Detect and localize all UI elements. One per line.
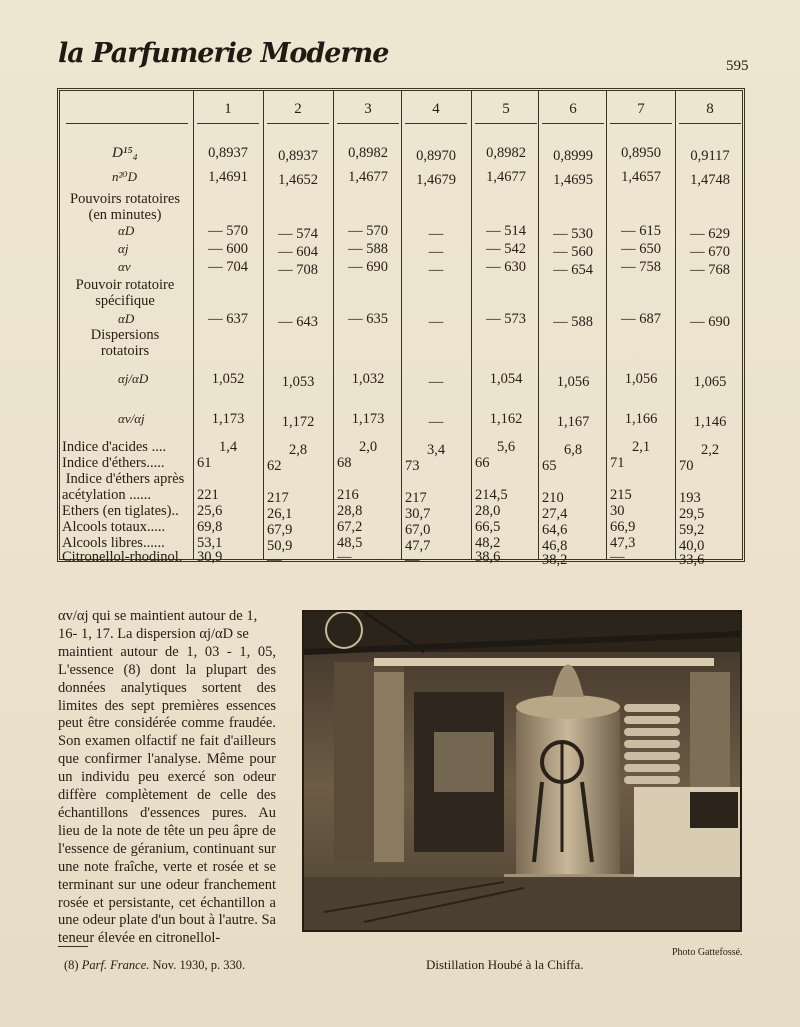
- table-cell: 3,4: [426, 442, 446, 458]
- table-cell: 26,1: [267, 506, 293, 522]
- table-cell: 27,4: [542, 506, 568, 522]
- table-cell: 38,2: [542, 552, 568, 568]
- table-cell: 47,3: [610, 535, 636, 551]
- table-cell: 67,0: [405, 522, 431, 538]
- column-header-2: 2: [294, 101, 302, 117]
- table-cell: —: [428, 414, 444, 430]
- column-header-5: 5: [502, 101, 510, 117]
- table-cell: 66,5: [475, 519, 501, 535]
- table-cell: 62: [267, 458, 282, 474]
- header-rule: [610, 123, 672, 124]
- table-cell: —: [267, 552, 282, 568]
- table-cell: —: [610, 549, 625, 565]
- table-cell: 47,7: [405, 538, 431, 554]
- table-cell: 0,8982: [348, 145, 388, 161]
- table-cell: 66,9: [610, 519, 636, 535]
- column-separator: [263, 91, 264, 559]
- table-cell: 1,065: [693, 374, 727, 390]
- table-cell: 210: [542, 490, 564, 506]
- table-cell: 0,8937: [278, 148, 318, 164]
- table-cell: 1,4679: [416, 172, 456, 188]
- footnote-detail: Nov. 1930, p. 330.: [152, 958, 246, 972]
- table-cell: 1,166: [624, 411, 658, 427]
- table-cell: —: [428, 226, 444, 242]
- table-cell: 0,8970: [416, 148, 456, 164]
- photo-caption: Distillation Houbé à la Chiffa.: [426, 957, 584, 972]
- table-cell: — 574: [278, 226, 318, 242]
- table-cell: —: [428, 244, 444, 260]
- table-cell: — 570: [348, 223, 388, 239]
- table-cell: 216: [337, 487, 359, 503]
- row-label: (en minutes): [88, 207, 162, 223]
- masthead: la Parfumerie Moderne: [58, 38, 389, 69]
- table-cell: 215: [610, 487, 632, 503]
- header-rule: [267, 123, 329, 124]
- distillation-photo: [302, 610, 742, 932]
- table-cell: — 758: [621, 259, 661, 275]
- body-line-1: αv/αj qui se maintient autour de 1,: [58, 608, 258, 624]
- table-cell: 67,9: [267, 522, 293, 538]
- header-rule: [405, 123, 467, 124]
- table-cell: — 573: [486, 311, 526, 327]
- footnote-journal: Parf. France.: [81, 958, 150, 972]
- table-cell: —: [428, 374, 444, 390]
- table-cell: 214,5: [475, 487, 508, 503]
- row-label: Ethers (en tiglates)..: [62, 503, 179, 519]
- table-cell: 70: [679, 458, 694, 474]
- row-label: Alcools totaux.....: [62, 519, 166, 535]
- photo-credit: Photo Gattefossé.: [672, 947, 743, 958]
- page-number: 595: [726, 58, 749, 74]
- table-cell: 2,2: [700, 442, 720, 458]
- table-cell: 38,6: [475, 549, 501, 565]
- table-cell: 1,052: [211, 371, 245, 387]
- row-label: Indice d'acides ....: [62, 439, 167, 455]
- table-cell: 67,2: [337, 519, 363, 535]
- row-symbol: αv: [118, 259, 131, 274]
- table-cell: 46,8: [542, 538, 568, 554]
- row-label: spécifique: [95, 293, 155, 309]
- table-cell: 30: [610, 503, 625, 519]
- table-cell: 217: [267, 490, 289, 506]
- table-cell: 50,9: [267, 538, 293, 554]
- row-symbol: αj/αD: [118, 371, 149, 386]
- table-cell: 30,7: [405, 506, 431, 522]
- table-cell: 1,4695: [553, 172, 593, 188]
- header-rule: [679, 123, 741, 124]
- row-symbol: αD: [118, 223, 135, 238]
- table-cell: —: [405, 552, 420, 568]
- table-cell: — 615: [621, 223, 661, 239]
- table-cell: 1,4748: [690, 172, 730, 188]
- table-cell: 221: [197, 487, 219, 503]
- table-cell: 33,6: [679, 552, 705, 568]
- table-cell: — 704: [208, 259, 248, 275]
- column-header-7: 7: [637, 101, 645, 117]
- row-label: Pouvoirs rotatoires: [70, 191, 180, 207]
- table-cell: 73: [405, 458, 420, 474]
- column-header-8: 8: [706, 101, 714, 117]
- table-cell: — 630: [486, 259, 526, 275]
- header-rule: [66, 123, 188, 124]
- table-cell: 1,056: [624, 371, 658, 387]
- table-cell: 61: [197, 455, 212, 471]
- column-separator: [606, 91, 607, 559]
- header-rule: [542, 123, 604, 124]
- table-cell: 1,4677: [486, 169, 526, 185]
- body-text: [58, 608, 276, 948]
- table-cell: 0,8982: [486, 145, 526, 161]
- table-cell: 1,4657: [621, 169, 661, 185]
- table-cell: 66: [475, 455, 490, 471]
- table-cell: 64,6: [542, 522, 568, 538]
- table-cell: 48,2: [475, 535, 501, 551]
- table-cell: 1,056: [556, 374, 590, 390]
- table-cell: 2,0: [358, 439, 378, 455]
- table-cell: 6,8: [563, 442, 583, 458]
- table-cell: — 530: [553, 226, 593, 242]
- table-cell: 1,4652: [278, 172, 318, 188]
- table-cell: 217: [405, 490, 427, 506]
- table-cell: 30,9: [197, 549, 223, 565]
- table-cell: — 514: [486, 223, 526, 239]
- row-label: rotatoirs: [100, 343, 150, 359]
- column-header-4: 4: [432, 101, 440, 117]
- table-cell: 0,8999: [553, 148, 593, 164]
- table-cell: — 708: [278, 262, 318, 278]
- table-cell: — 600: [208, 241, 248, 257]
- table-cell: 193: [679, 490, 701, 506]
- header-rule: [475, 123, 537, 124]
- table-cell: — 637: [208, 311, 248, 327]
- row-label: Indice d'éthers.....: [62, 455, 165, 471]
- table-cell: — 635: [348, 311, 388, 327]
- footnote: [64, 958, 245, 973]
- table-cell: — 643: [278, 314, 318, 330]
- table-cell: 1,032: [351, 371, 385, 387]
- table-cell: 1,4: [218, 439, 238, 455]
- row-symbol: D¹⁵₄: [112, 145, 138, 161]
- table-cell: 1,146: [693, 414, 727, 430]
- table-cell: — 650: [621, 241, 661, 257]
- table-cell: 1,167: [556, 414, 590, 430]
- table-cell: 1,4677: [348, 169, 388, 185]
- table-cell: 48,5: [337, 535, 363, 551]
- table-cell: — 654: [553, 262, 593, 278]
- body-paragraph: maintient autour de 1, 03 - 1, 05, L'essence (8) dont la plupart des données analytiques sortent des limites des sept premières essences peut être considérée comme fraudée. Son examen olfactif ne fait d'ailleurs que confirmer l'analyse. Même pour un individu peu exercé son odeur diffère complètement de celle des échantillons d'essences pures. Au lieu de la note de tête un peu âpre de l'essence de géranium, continuant sur une note fraîche, verte et rosée et se terminant sur une odeur franchement rosée et persistante, cet échantillon a une odeur plate d'un bout à l'autre. Sa teneur élevée en citronellol-: [58, 643, 276, 947]
- header-rule: [197, 123, 259, 124]
- table-cell: 0,9117: [690, 148, 730, 164]
- table-cell: —: [337, 549, 352, 565]
- analysis-table: [57, 88, 745, 568]
- row-symbol: αj: [118, 241, 129, 256]
- table-cell: 28,0: [475, 503, 501, 519]
- row-label: Pouvoir rotatoire: [75, 277, 175, 293]
- row-label: Citronellol-rhodinol.: [62, 549, 183, 565]
- row-symbol: n²⁰D: [112, 169, 137, 184]
- column-header-6: 6: [569, 101, 577, 117]
- table-cell: 71: [610, 455, 625, 471]
- table-cell: 0,8937: [208, 145, 248, 161]
- table-cell: — 670: [690, 244, 730, 260]
- table-cell: 29,5: [679, 506, 705, 522]
- table-cell: 68: [337, 455, 352, 471]
- table-cell: —: [428, 262, 444, 278]
- table-cell: 69,8: [197, 519, 223, 535]
- header-rule: [337, 123, 399, 124]
- table-cell: 59,2: [679, 522, 705, 538]
- table-cell: 1,054: [489, 371, 523, 387]
- table-cell: 1,053: [281, 374, 315, 390]
- table-cell: 1,172: [281, 414, 315, 430]
- footnote-rule: [58, 946, 88, 947]
- column-separator: [333, 91, 334, 559]
- column-header-3: 3: [364, 101, 372, 117]
- row-symbol: αD: [118, 311, 135, 326]
- table-cell: —: [428, 314, 444, 330]
- row-label: Indice d'éthers après: [65, 471, 185, 487]
- column-header-1: 1: [224, 101, 232, 117]
- table-cell: — 542: [486, 241, 526, 257]
- column-separator: [471, 91, 472, 559]
- table-cell: — 560: [553, 244, 593, 260]
- row-symbol: αv/αj: [118, 411, 145, 426]
- table-cell: 1,173: [351, 411, 385, 427]
- table-cell: 2,8: [288, 442, 308, 458]
- still-illustration: [304, 612, 740, 930]
- table-cell: 1,162: [489, 411, 523, 427]
- row-label: Dispersions: [90, 327, 160, 343]
- table-cell: 1,4691: [208, 169, 248, 185]
- table-cell: — 690: [348, 259, 388, 275]
- table-cell: — 604: [278, 244, 318, 260]
- table-cell: 0,8950: [621, 145, 661, 161]
- table-cell: — 768: [690, 262, 730, 278]
- body-line-2: 16- 1, 17. La dispersion αj/αD se: [58, 625, 249, 642]
- row-label: acétylation ......: [62, 487, 151, 503]
- table-cell: — 570: [208, 223, 248, 239]
- row-label: Alcools libres......: [62, 535, 165, 551]
- table-cell: — 629: [690, 226, 730, 242]
- table-cell: 1,173: [211, 411, 245, 427]
- table-cell: — 687: [621, 311, 661, 327]
- column-separator: [193, 91, 194, 559]
- table-cell: 40,0: [679, 538, 705, 554]
- table-cell: 25,6: [197, 503, 223, 519]
- table-cell: — 588: [348, 241, 388, 257]
- table-cell: — 588: [553, 314, 593, 330]
- table-cell: — 690: [690, 314, 730, 330]
- table-cell: 65: [542, 458, 557, 474]
- table-cell: 53,1: [197, 535, 223, 551]
- table-cell: 28,8: [337, 503, 363, 519]
- table-cell: 5,6: [496, 439, 516, 455]
- table-cell: 2,1: [631, 439, 651, 455]
- footnote-number: (8): [64, 958, 79, 972]
